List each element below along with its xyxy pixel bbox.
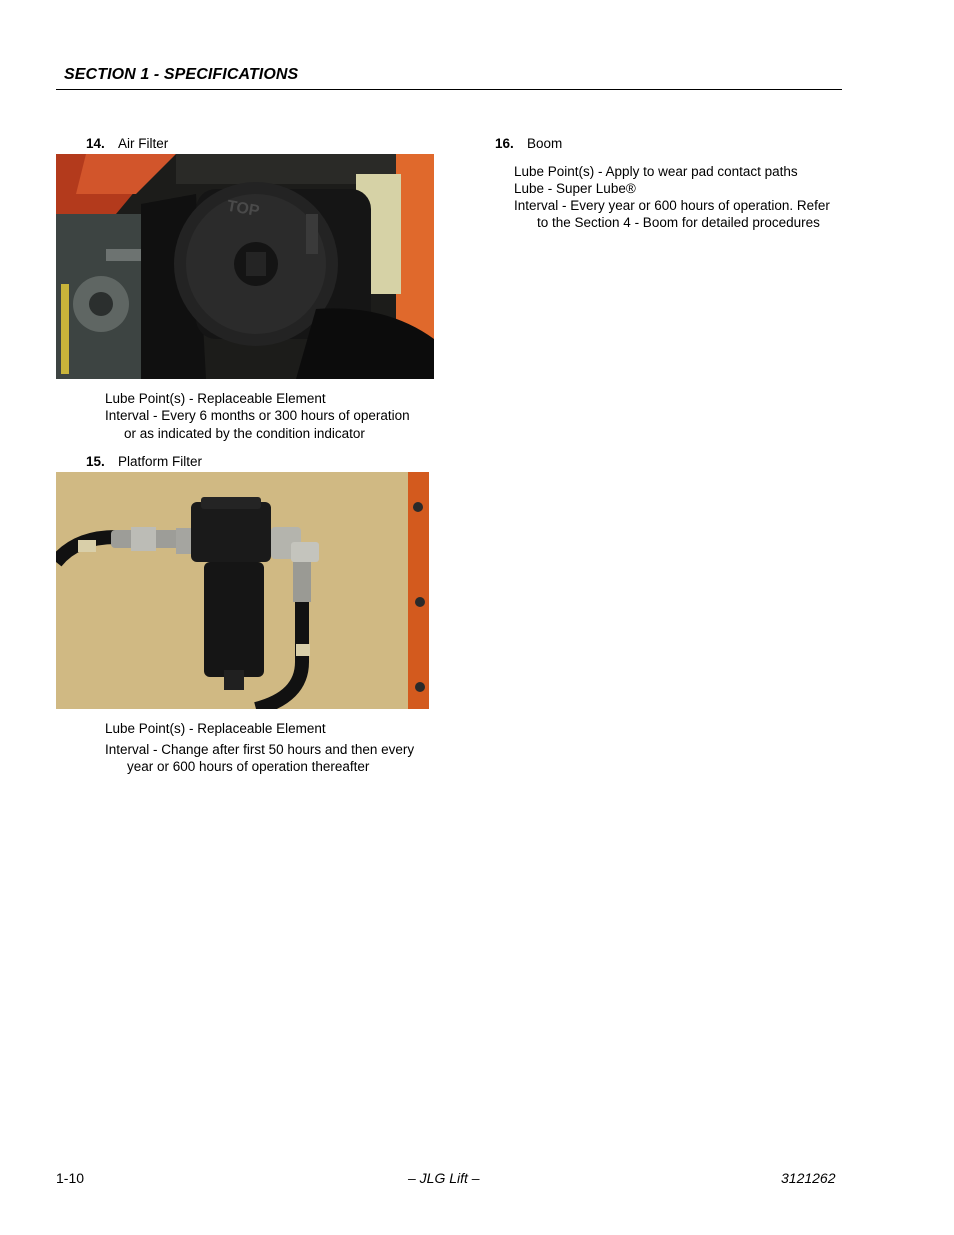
item-heading-16 [495,136,562,151]
page-number: 1-10 [56,1170,85,1186]
item-14-lube-point: Lube Point(s) - Replaceable Element [105,391,326,406]
item-number: 14. [86,136,105,151]
header-divider [56,89,842,90]
item-15-interval: Interval - Change after first 50 hours and then every [105,742,415,757]
item-16-interval: Interval - Every year or 600 hours of operation. Refer [514,198,830,213]
platform-filter-photo [56,472,429,709]
document-number: 3121262 [781,1170,836,1186]
air-filter-photo [56,154,434,379]
item-title: Boom [527,136,563,151]
filter-lid-label: TOP [225,197,261,221]
item-number: 16. [495,136,514,151]
item-title: Air Filter [118,136,169,151]
item-15-lube-point: Lube Point(s) - Replaceable Element [105,721,326,736]
item-15-interval-cont: year or 600 hours of operation thereafter [127,759,370,774]
item-16-lube-point: Lube Point(s) - Apply to wear pad contact paths [514,164,798,179]
item-number: 15. [86,454,105,469]
item-16-interval-cont: to the Section 4 - Boom for detailed procedures [537,215,820,230]
item-14-interval-cont: or as indicated by the condition indicator [124,426,365,441]
item-title: Platform Filter [118,454,203,469]
section-title: SECTION 1 - SPECIFICATIONS [64,66,299,83]
item-14-interval: Interval - Every 6 months or 300 hours of operation [105,408,410,423]
item-heading-15 [86,454,202,469]
footer-center: – JLG Lift – [408,1170,480,1186]
item-16-lube: Lube - Super Lube® [514,181,636,196]
item-heading-14 [86,136,168,151]
